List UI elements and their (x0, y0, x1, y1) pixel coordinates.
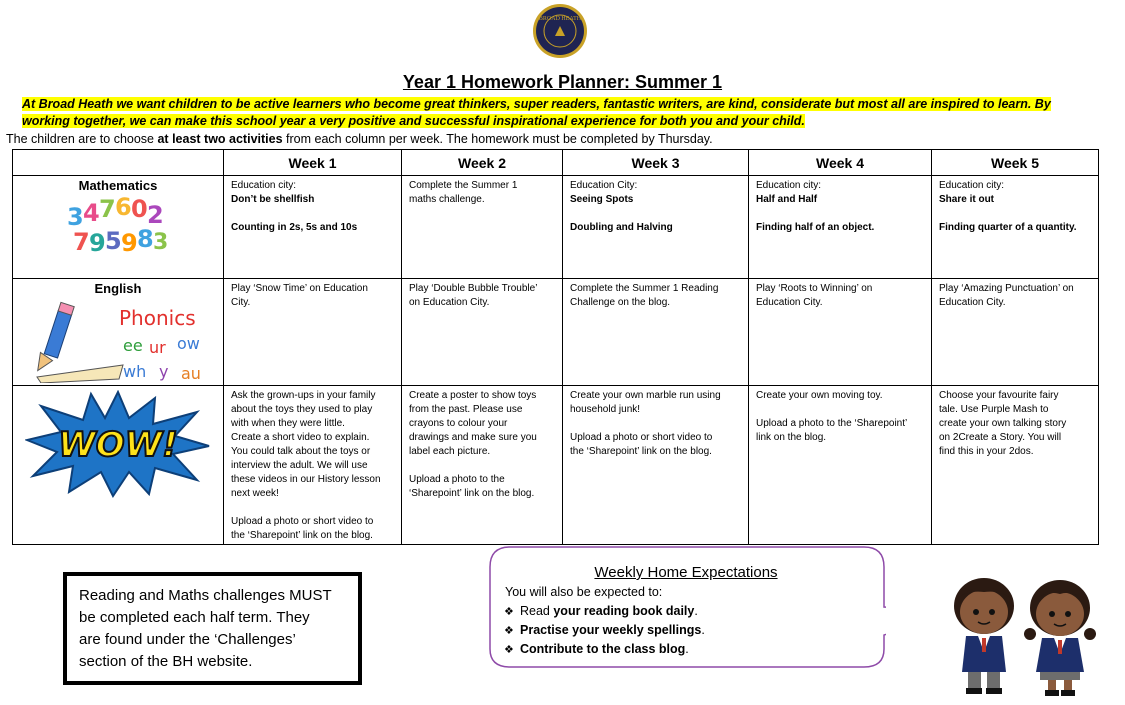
english-w1-line2: City. (231, 297, 251, 308)
maths-week-2 (402, 176, 563, 279)
intro-statement (22, 96, 1102, 130)
wow-burst-image (25, 390, 211, 498)
svg-text:3: 3 (67, 203, 84, 231)
boy-figure (954, 578, 1014, 694)
maths-week-3 (563, 176, 749, 279)
wow-week-4 (749, 386, 932, 545)
wow-w3-line1: Create your own marble run using (570, 390, 721, 401)
svg-text:5: 5 (105, 227, 122, 255)
phonics-word: Phonics (119, 306, 196, 330)
svg-text:2: 2 (147, 201, 164, 229)
intro-line-1: At Broad Heath we want children to be active learners who become great thinkers, super readers, fantastic writers, are kind, considerate but most all are inspired to learn. By (22, 97, 1051, 111)
english-week-4 (749, 279, 932, 386)
subject-english (13, 279, 224, 386)
item-tail: . (685, 642, 689, 656)
english-w1-line1: Play ‘Snow Time’ on Education (231, 283, 368, 294)
wow-w1-line9: Upload a photo or short video to (231, 516, 374, 527)
digraph-wh: wh (123, 362, 147, 381)
maths-w5-line1: Education city: (939, 180, 1005, 191)
wow-w4-line2: Upload a photo to the ‘Sharepoint’ (756, 418, 908, 429)
digraph-au: au (181, 364, 201, 383)
wow-week-2 (402, 386, 563, 545)
item-bold: your reading book daily (553, 604, 695, 618)
wow-w1-line4: Create a short video to explain. (231, 432, 370, 443)
header-week-3: Week 3 (563, 150, 749, 176)
bullet-diamond-icon: ❖ (504, 625, 514, 637)
item-bold: Contribute to the class blog (520, 642, 686, 656)
wow-w5-line1: Choose your favourite fairy (939, 390, 1059, 401)
maths-w1-skill: Counting in 2s, 5s and 10s (231, 222, 358, 233)
wow-w1-line7: these videos in our History lesson (231, 474, 381, 485)
header-week-5: Week 5 (932, 150, 1099, 176)
logo-text: BROAD HEATH (538, 16, 582, 22)
svg-text:3: 3 (153, 230, 169, 255)
challenges-notice-box (63, 572, 362, 685)
maths-week-1 (224, 176, 402, 279)
maths-w1-game: Don’t be shellfish (231, 194, 315, 205)
wow-w3-line2: household junk! (570, 404, 641, 415)
english-w4-line1: Play ‘Roots to Winning’ on (756, 283, 873, 294)
svg-text:9: 9 (121, 229, 138, 257)
item-tail: . (694, 604, 698, 618)
maths-w5-skill: Finding quarter of a quantity. (939, 222, 1077, 233)
bullet-diamond-icon: ❖ (504, 606, 514, 618)
intro-line-2: working together, we can make this school year a very positive and successful inspirational experience for both you and your child. (22, 114, 805, 128)
wow-w1-line5: You could talk about the toys or (231, 446, 371, 457)
maths-w4-line1: Education city: (756, 180, 822, 191)
maths-w1-line1: Education city: (231, 180, 297, 191)
notice-line1: Reading and Maths challenges MUST (79, 587, 332, 604)
list-item (504, 602, 705, 621)
wow-w4-line1: Create your own moving toy. (756, 390, 883, 401)
wow-w2-line1: Create a poster to show toys (409, 390, 537, 401)
school-logo (529, 2, 591, 60)
wow-w5-line4: on 2Create a Story. You will (939, 432, 1062, 443)
bullet-diamond-icon: ❖ (504, 644, 514, 656)
phonics-image (23, 297, 213, 383)
wow-week-5 (932, 386, 1099, 545)
subject-label-mathematics: Mathematics (78, 178, 158, 193)
wow-w2-line2: from the past. Please use (409, 404, 523, 415)
svg-text:7: 7 (73, 228, 90, 256)
notice-line4: section of the BH website. (79, 653, 253, 670)
table-header-row (13, 150, 1099, 176)
wow-w2-line7: ‘Sharepoint’ link on the blog. (409, 488, 535, 499)
instructions-bold: at least two activities (157, 132, 283, 146)
page-title: Year 1 Homework Planner: Summer 1 (402, 72, 723, 92)
wow-w5-line3: create your own talking story (939, 418, 1067, 429)
table-row-mathematics (13, 176, 1099, 279)
wow-w1-line2: about the toys they used to play (231, 404, 373, 415)
wow-week-3 (563, 386, 749, 545)
english-w3-line1: Complete the Summer 1 Reading (570, 283, 719, 294)
svg-text:7: 7 (99, 195, 116, 223)
header-week-1: Week 1 (224, 150, 402, 176)
digraph-ur: ur (149, 338, 166, 357)
digraph-ee: ee (123, 336, 143, 355)
wow-w2-line6: Upload a photo to the (409, 474, 505, 485)
pencil-icon (35, 302, 123, 383)
item-tail: . (701, 623, 705, 637)
item-bold: Practise your weekly spellings (520, 623, 702, 637)
wow-w1-line3: with when they were little. (231, 418, 345, 429)
english-w3-line2: Challenge on the blog. (570, 297, 671, 308)
list-item (504, 640, 705, 659)
english-w2-line1: Play ‘Double Bubble Trouble’ (409, 283, 538, 294)
expectations-lead: You will also be expected to: (505, 585, 663, 599)
english-week-1 (224, 279, 402, 386)
header-week-4: Week 4 (749, 150, 932, 176)
instructions-post: from each column per week. The homework must be completed by Thursday. (282, 132, 713, 146)
english-w4-line2: Education City. (756, 297, 823, 308)
wow-w2-line5: label each picture. (409, 446, 491, 457)
english-week-2 (402, 279, 563, 386)
english-week-5 (932, 279, 1099, 386)
wow-w1-line10: the ‘Sharepoint’ link on the blog. (231, 530, 373, 541)
english-w2-line2: on Education City. (409, 297, 490, 308)
wow-w1-line6: interview the adult. We will use (231, 460, 368, 471)
svg-text:6: 6 (115, 195, 132, 221)
expectations-list (504, 602, 705, 659)
english-week-3 (563, 279, 749, 386)
svg-text:4: 4 (83, 199, 100, 227)
maths-w5-game: Share it out (939, 194, 995, 205)
digraph-ow: ow (177, 334, 200, 353)
maths-w2-line2: maths challenge. (409, 194, 485, 205)
wow-w5-line5: find this in your 2dos. (939, 446, 1034, 457)
expectations-title: Weekly Home Expectations (594, 564, 778, 581)
homework-planner-table (12, 149, 1099, 545)
maths-w2-line1: Complete the Summer 1 (409, 180, 518, 191)
girl-figure (1024, 580, 1096, 696)
list-item (504, 621, 705, 640)
svg-text:8: 8 (137, 225, 154, 253)
wow-text: WOW! (58, 425, 178, 465)
instructions (6, 132, 713, 146)
maths-w3-game: Seeing Spots (570, 194, 634, 205)
notice-line3: are found under the ‘Challenges’ (79, 631, 296, 648)
wow-w1-line1: Ask the grown-ups in your family (231, 390, 376, 401)
svg-text:9: 9 (89, 229, 106, 257)
subject-mathematics (13, 176, 224, 279)
digraph-y: y (159, 362, 169, 381)
maths-w4-skill: Finding half of an object. (756, 222, 875, 233)
school-children-illustration (944, 568, 1104, 700)
wow-w2-line3: crayons to colour your (409, 418, 508, 429)
header-week-2: Week 2 (402, 150, 563, 176)
wow-week-1 (224, 386, 402, 545)
english-w5-line1: Play ‘Amazing Punctuation’ on (939, 283, 1074, 294)
svg-text:0: 0 (131, 195, 148, 223)
maths-week-5 (932, 176, 1099, 279)
wow-w3-line4: the ‘Sharepoint’ link on the blog. (570, 446, 712, 457)
wow-w1-line8: next week! (231, 488, 279, 499)
header-blank (13, 150, 224, 176)
wow-w3-line3: Upload a photo or short video to (570, 432, 713, 443)
english-w5-line2: Education City. (939, 297, 1006, 308)
numbers-image (63, 195, 173, 257)
item-plain: Read (520, 604, 554, 618)
notice-line2: be completed each half term. They (79, 609, 310, 626)
wow-w4-line3: link on the blog. (756, 432, 827, 443)
subject-wow (13, 386, 224, 545)
table-row-english (13, 279, 1099, 386)
maths-week-4 (749, 176, 932, 279)
maths-w3-skill: Doubling and Halving (570, 222, 673, 233)
maths-w3-line1: Education City: (570, 180, 638, 191)
wow-w5-line2: tale. Use Purple Mash to (939, 404, 1049, 415)
instructions-pre: The children are to choose (6, 132, 158, 146)
wow-w2-line4: drawings and make sure you (409, 432, 537, 443)
table-row-wow (13, 386, 1099, 545)
subject-label-english: English (94, 281, 142, 296)
weekly-expectations-bubble (488, 545, 886, 669)
maths-w4-game: Half and Half (756, 194, 818, 205)
